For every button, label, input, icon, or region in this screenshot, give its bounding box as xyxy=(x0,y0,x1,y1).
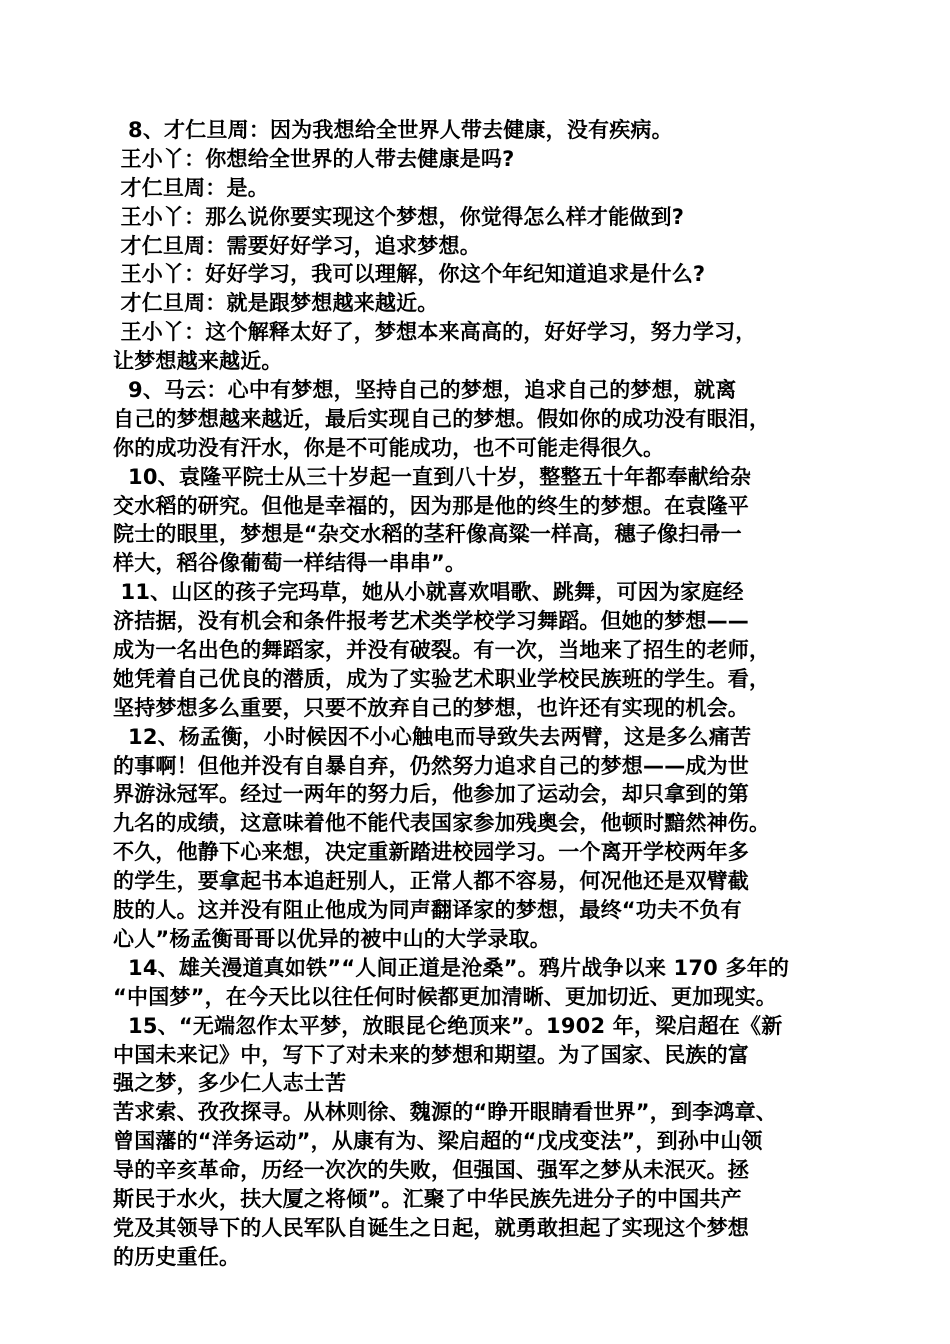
text-line: 王小丫：这个解释太好了，梦想本来高高的，好好学习，努力学习， xyxy=(113,320,757,345)
text-line: 导的辛亥革命，历经一次次的失败，但强国、强军之梦从未泯灭。拯 xyxy=(113,1158,749,1183)
text-line: 肢的人。这并没有阻止他成为同声翻译家的梦想，最终“功夫不负有 xyxy=(113,898,742,923)
text-line: 8、才仁旦周：因为我想给全世界人带去健康，没有疾病。 xyxy=(113,118,673,142)
text-line: 斯民于水火，扶大厦之将倾”。汇聚了中华民族先进分子的中国共产 xyxy=(113,1186,742,1211)
text-line: 心人”杨孟衡哥哥以优异的被中山的大学录取。 xyxy=(113,926,551,951)
text-line: 你的成功没有汗水，你是不可能成功，也不可能走得很久。 xyxy=(113,435,665,460)
text-line: 9、马云：心中有梦想，坚持自己的梦想，追求自己的梦想，就离 xyxy=(113,378,737,403)
text-line: 王小丫：好好学习，我可以理解，你这个年纪知道追求是什么? xyxy=(113,262,706,287)
text-line: 界游泳冠军。经过一两年的努力后，他参加了运动会，却只拿到的第 xyxy=(113,782,749,807)
text-line: 党及其领导下的人民军队自诞生之日起，就勇敢担起了实现这个梦想 xyxy=(113,1215,749,1240)
text-line: 成为一名出色的舞蹈家，并没有破裂。有一次，当地来了招生的老师， xyxy=(113,638,771,663)
text-line: 不久，他静下心来想，决定重新踏进校园学习。一个离开学校两年多 xyxy=(113,840,749,865)
text-line: 14、雄关漫道真如铁”“人间正道是沧桑”。鸦片战争以来 170 多年的 xyxy=(113,955,790,980)
text-line: 强之梦，多少仁人志士苦 xyxy=(113,1071,347,1096)
text-line: 济拮据，没有机会和条件报考艺术类学校学习舞蹈。但她的梦想—— xyxy=(113,609,749,634)
text-line: 苦求索、孜孜探寻。从林则徐、魏源的“睁开眼睛看世界”，到李鸿章、 xyxy=(113,1100,778,1125)
text-line: 她凭着自己优良的潜质，成为了实验艺术职业学校民族班的学生。看， xyxy=(113,666,771,691)
text-line: 王小丫：你想给全世界的人带去健康是吗? xyxy=(113,146,515,171)
text-line: 12、杨孟衡，小时候因不小心触电而导致失去两臂，这是多么痛苦 xyxy=(113,724,752,749)
text-line: 才仁旦周：是。 xyxy=(113,175,269,200)
text-line: 才仁旦周：就是跟梦想越来越近。 xyxy=(113,291,439,316)
document-body xyxy=(113,116,853,1272)
text-line: “中国梦”，在今天比以往任何时候都更加清晰、更加切近、更加现实。 xyxy=(113,984,778,1009)
text-line: 院士的眼里，梦想是“杂交水稻的茎秆像高粱一样高，穗子像扫帚一 xyxy=(113,522,742,547)
text-line: 10、袁隆平院士从三十岁起一直到八十岁，整整五十年都奉献给杂 xyxy=(113,464,752,489)
text-line: 自己的梦想越来越近，最后实现自己的梦想。假如你的成功没有眼泪， xyxy=(113,406,771,431)
text-line: 的历史重任。 xyxy=(113,1244,241,1269)
text-line: 王小丫：那么说你要实现这个梦想，你觉得怎么样才能做到? xyxy=(113,204,685,229)
text-line: 样大，稻谷像葡萄一样结得一串串”。 xyxy=(113,551,467,576)
text-line: 中国未来记》中，写下了对未来的梦想和期望。为了国家、民族的富 xyxy=(113,1042,749,1067)
text-line: 交水稻的研究。但他是幸福的，因为那是他的终生的梦想。在袁隆平 xyxy=(113,493,749,518)
text-line: 15、“无端忽作太平梦，放眼昆仑绝顶来”。1902 年，梁启超在《新 xyxy=(113,1013,783,1038)
text-line: 让梦想越来越近。 xyxy=(113,349,283,374)
text-line: 九名的成绩，这意味着他不能代表国家参加残奥会，他顿时黯然神伤。 xyxy=(113,811,771,836)
text-line: 的事啊！但他并没有自暴自弃，仍然努力追求自己的梦想——成为世 xyxy=(113,753,749,778)
text-line: 曾国藩的“洋务运动”，从康有为、梁启超的“戊戌变法”，到孙中山领 xyxy=(113,1129,763,1154)
text-line: 的学生，要拿起书本追赶别人，正常人都不容易，何况他还是双臂截 xyxy=(113,869,749,894)
text-line: 才仁旦周：需要好好学习，追求梦想。 xyxy=(113,233,481,258)
text-line: 11、山区的孩子完玛草，她从小就喜欢唱歌、跳舞，可因为家庭经 xyxy=(113,580,744,605)
text-line: 坚持梦想多么重要，只要不放弃自己的梦想，也许还有实现的机会。 xyxy=(113,695,749,720)
